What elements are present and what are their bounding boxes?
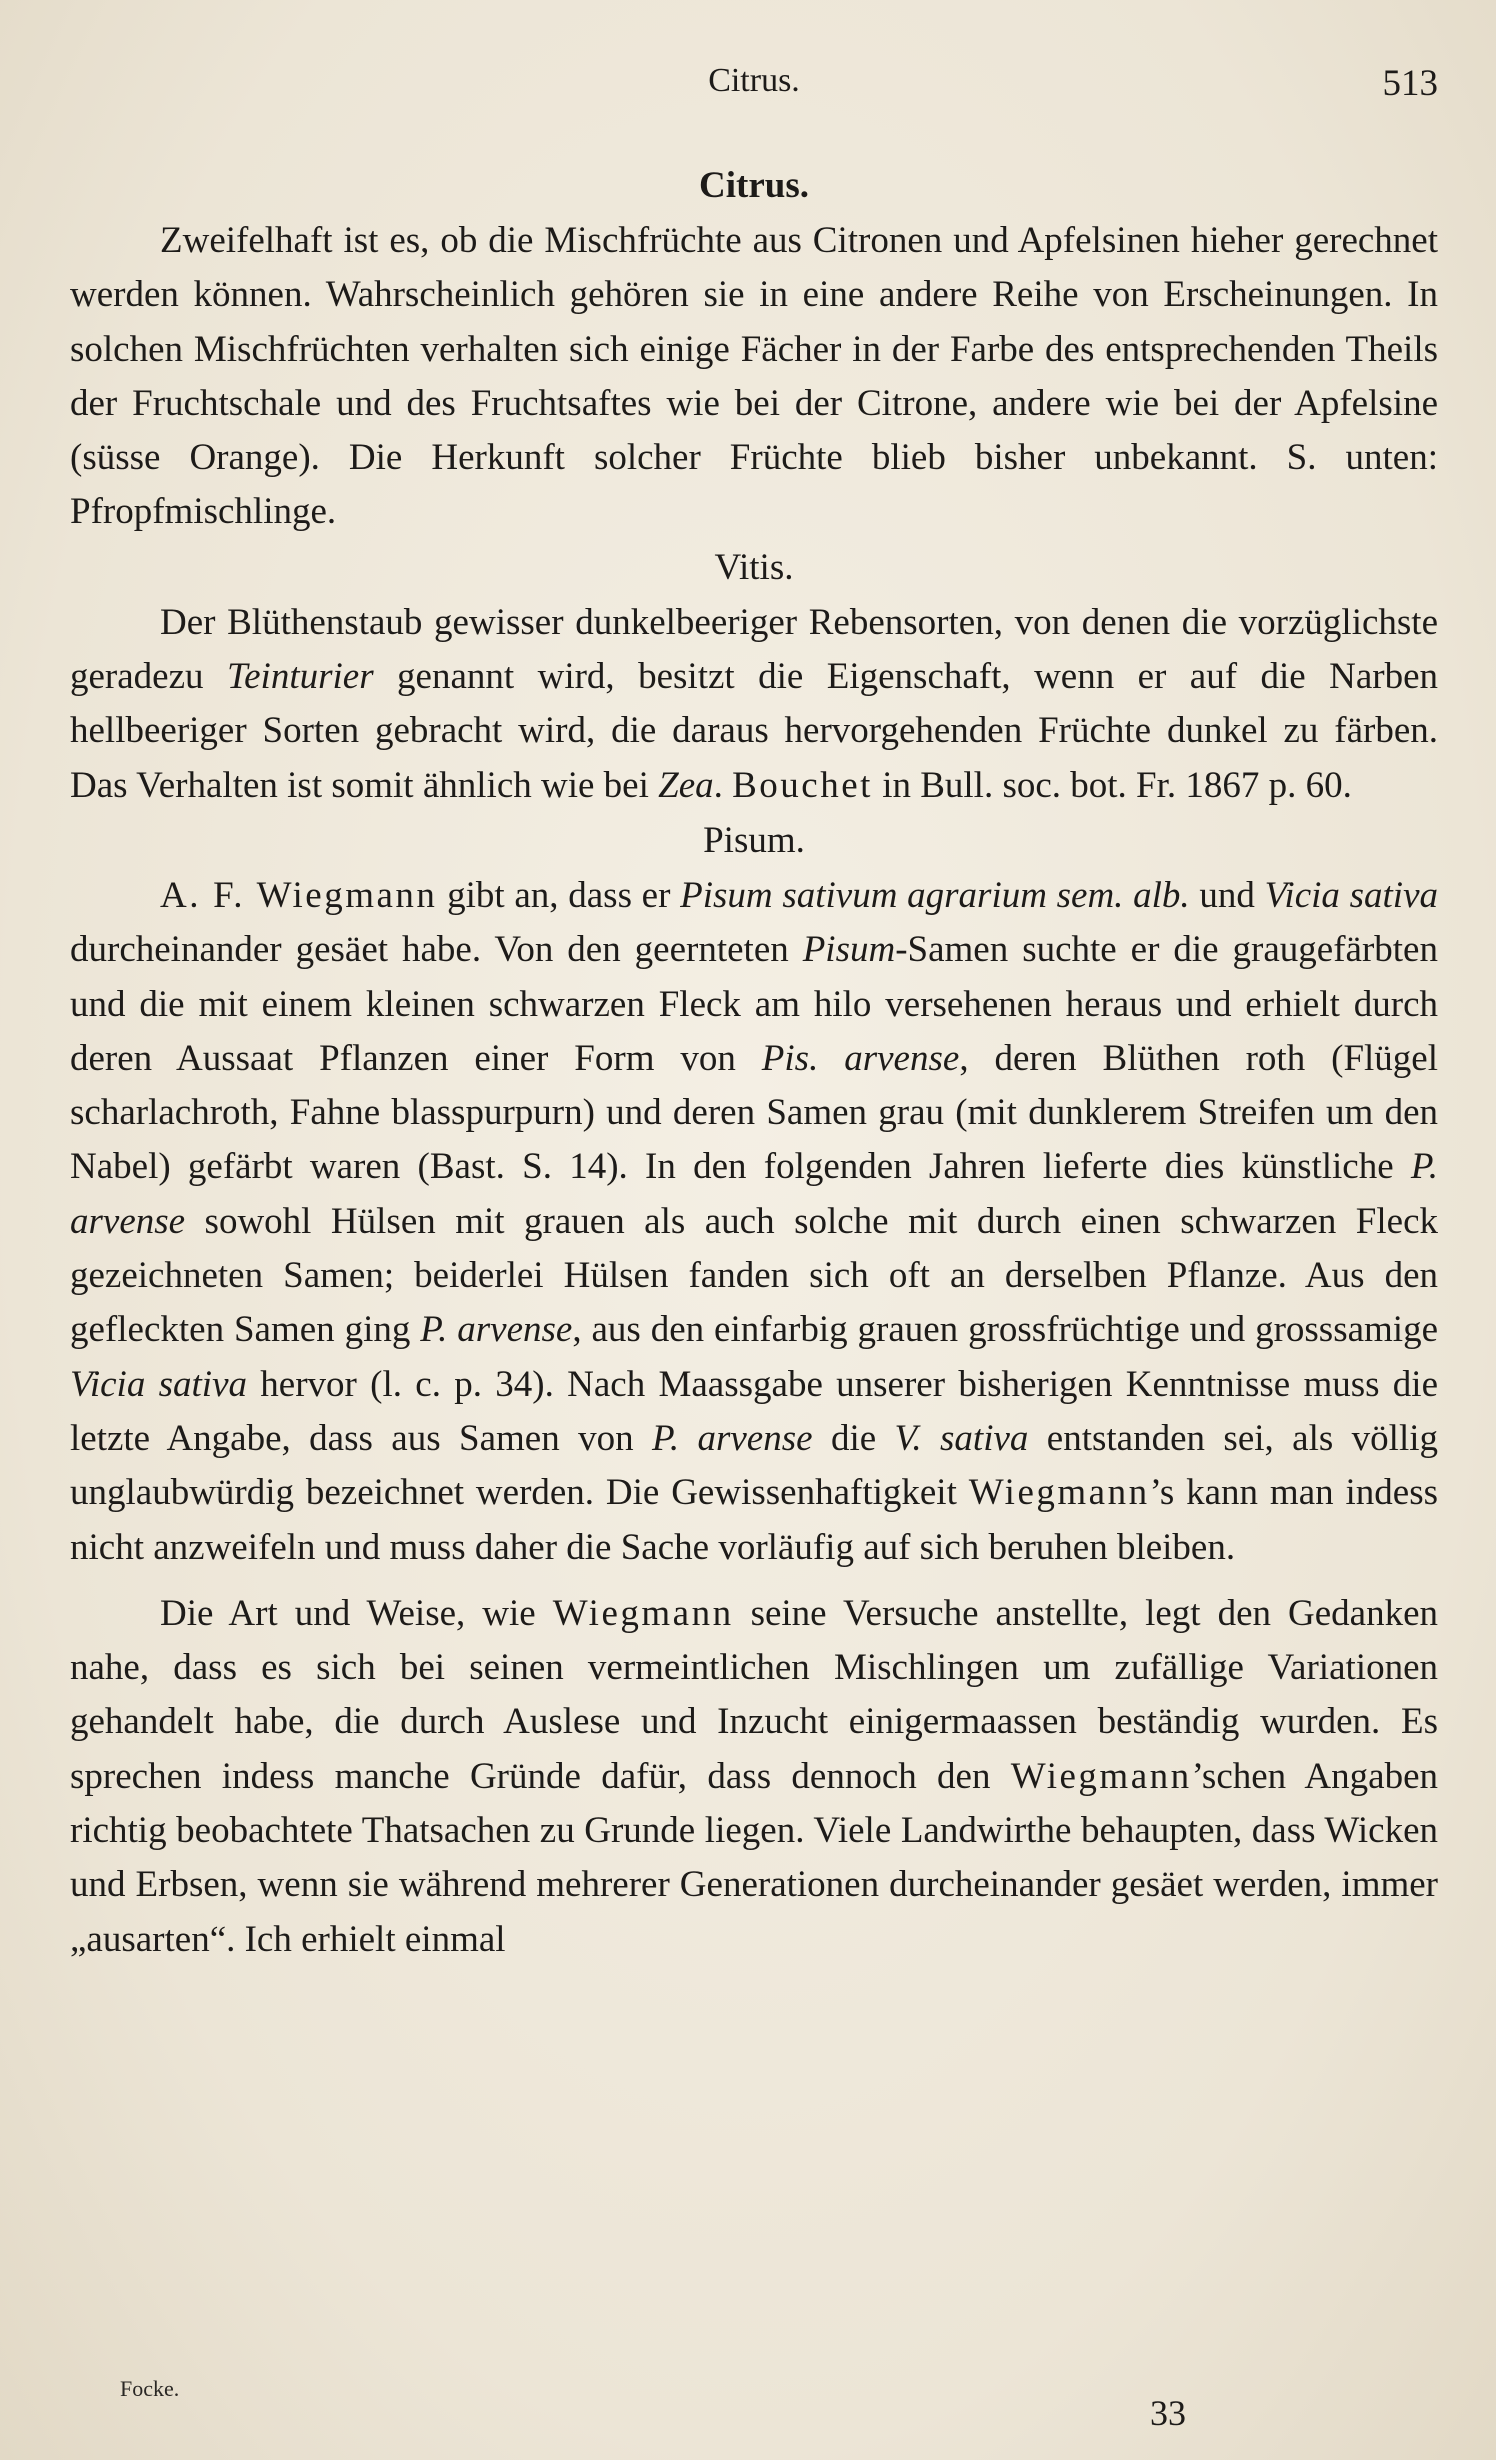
paragraph-citrus: Zweifelhaft ist es, ob die Mischfrüchte aus Citronen und Apfelsinen hieher gerechnet werden können. Wahrscheinlich gehören sie in eine andere Reihe von Erscheinungen. In solchen Mischfrüchten verhalten sich einige Fächer in der Farbe des entsprechenden Theils der Fruchtschale und des Fruchtsaftes wie bei der Citrone, andere wie bei der Apfelsine (süsse Orange). Die Herkunft solcher Früchte blieb bisher unbekannt. S. unten: Pfropfmischlinge. (70, 220, 1438, 533)
taxon-name: V. sativa (894, 1417, 1029, 1459)
taxon-name: Vicia sativa (70, 1363, 248, 1405)
taxon-name: P. arvense (70, 1146, 1438, 1242)
page-body (70, 158, 1438, 1967)
taxon-name: Teinturier (226, 656, 374, 698)
taxon-name: Pisum (802, 929, 896, 971)
author-name: A. F. Wiegmann (160, 874, 438, 916)
author-name: Wiegmann (1010, 1755, 1192, 1797)
section-heading-vitis: Vitis. (714, 546, 794, 588)
author-name: Bouchet (732, 764, 873, 806)
taxon-name: Vicia sativa (1264, 874, 1438, 916)
paragraph-pisum-1: A. F. Wiegmann gibt an, dass er Pisum sativum agrarium sem. alb. und Vicia sativa durcheinander gesäet habe. Von den geernteten Pisum-Samen suchte er die graugefärbten und die mit einem kleinen schwarzen Fleck am hilo versehenen heraus und erhielt durch deren Aussaat Pflanzen einer Form von Pis. arvense, deren Blüthen roth (Flügel scharlachroth, Fahne blasspurpurn) und deren Samen grau (mit dunklerem Streifen um den Nabel) gefärbt waren (Bast. S. 14). In den folgenden Jahren lieferte dies künstliche P. arvense sowohl Hülsen mit grauen als auch solche mit durch einen schwarzen Fleck gezeichneten Samen; beiderlei Hülsen fanden sich oft an derselben Pflanze. Aus den gefleckten Samen ging P. arvense, aus den einfarbig grauen grossfrüchtige und grosssamige Vicia sativa hervor (l. c. p. 34). Nach Maassgabe unserer bisherigen Kenntnisse muss die letzte Angabe, dass aus Samen von P. arvense die V. sativa entstanden sei, als völlig unglaubwürdig bezeichnet werden. Die Gewissenhaftigkeit Wiegmann’s kann man indess nicht anzweifeln und muss daher die Sache vorläufig auf sich beruhen bleiben. (70, 874, 1439, 1568)
page-number: 513 (1382, 63, 1438, 104)
taxon-name: Zea (658, 764, 714, 806)
running-title: Citrus. (708, 62, 800, 99)
author-name: Wiegmann (968, 1472, 1150, 1514)
taxon-name: Pisum sativum agrarium sem. alb. (680, 874, 1190, 916)
running-header (70, 56, 1438, 106)
taxon-name: P. arvense (652, 1417, 813, 1459)
paragraph-pisum-2: Die Art und Weise, wie Wiegmann seine Versuche anstellte, legt den Gedanken nahe, dass es sich bei seinen vermeintlichen Mischlingen um zufällige Variationen gehandelt habe, die durch Auslese und Inzucht einigermaassen beständig wurden. Es sprechen indess manche Gründe dafür, dass dennoch den Wiegmann’schen Angaben richtig beobachtete Thatsachen zu Grunde liegen. Viele Landwirthe behaupten, dass Wicken und Erbsen, wenn sie während mehrerer Generationen durcheinander gesäet werden, immer „ausarten“. Ich erhielt einmal (70, 1592, 1438, 1960)
taxon-name: Pis. arvense (761, 1037, 960, 1079)
author-name: Wiegmann (552, 1592, 734, 1634)
section-heading-pisum: Pisum. (703, 819, 805, 861)
printer-signature: Focke. (120, 2376, 180, 2401)
signature-number: 33 (1150, 2393, 1186, 2433)
section-heading-citrus: Citrus. (699, 165, 809, 206)
paragraph-vitis: Der Blüthenstaub gewisser dunkelbeeriger Rebensorten, von denen die vorzüglichste geradezu Teinturier genannt wird, besitzt die Eigenschaft, wenn er auf die Narben hellbeeriger Sorten gebracht wird, die daraus hervorgehenden Früchte dunkel zu färben. Das Verhalten ist somit ähnlich wie bei Zea. Bouchet in Bull. soc. bot. Fr. 1867 p. 60. (70, 601, 1438, 806)
taxon-name: P. arvense (420, 1309, 573, 1351)
